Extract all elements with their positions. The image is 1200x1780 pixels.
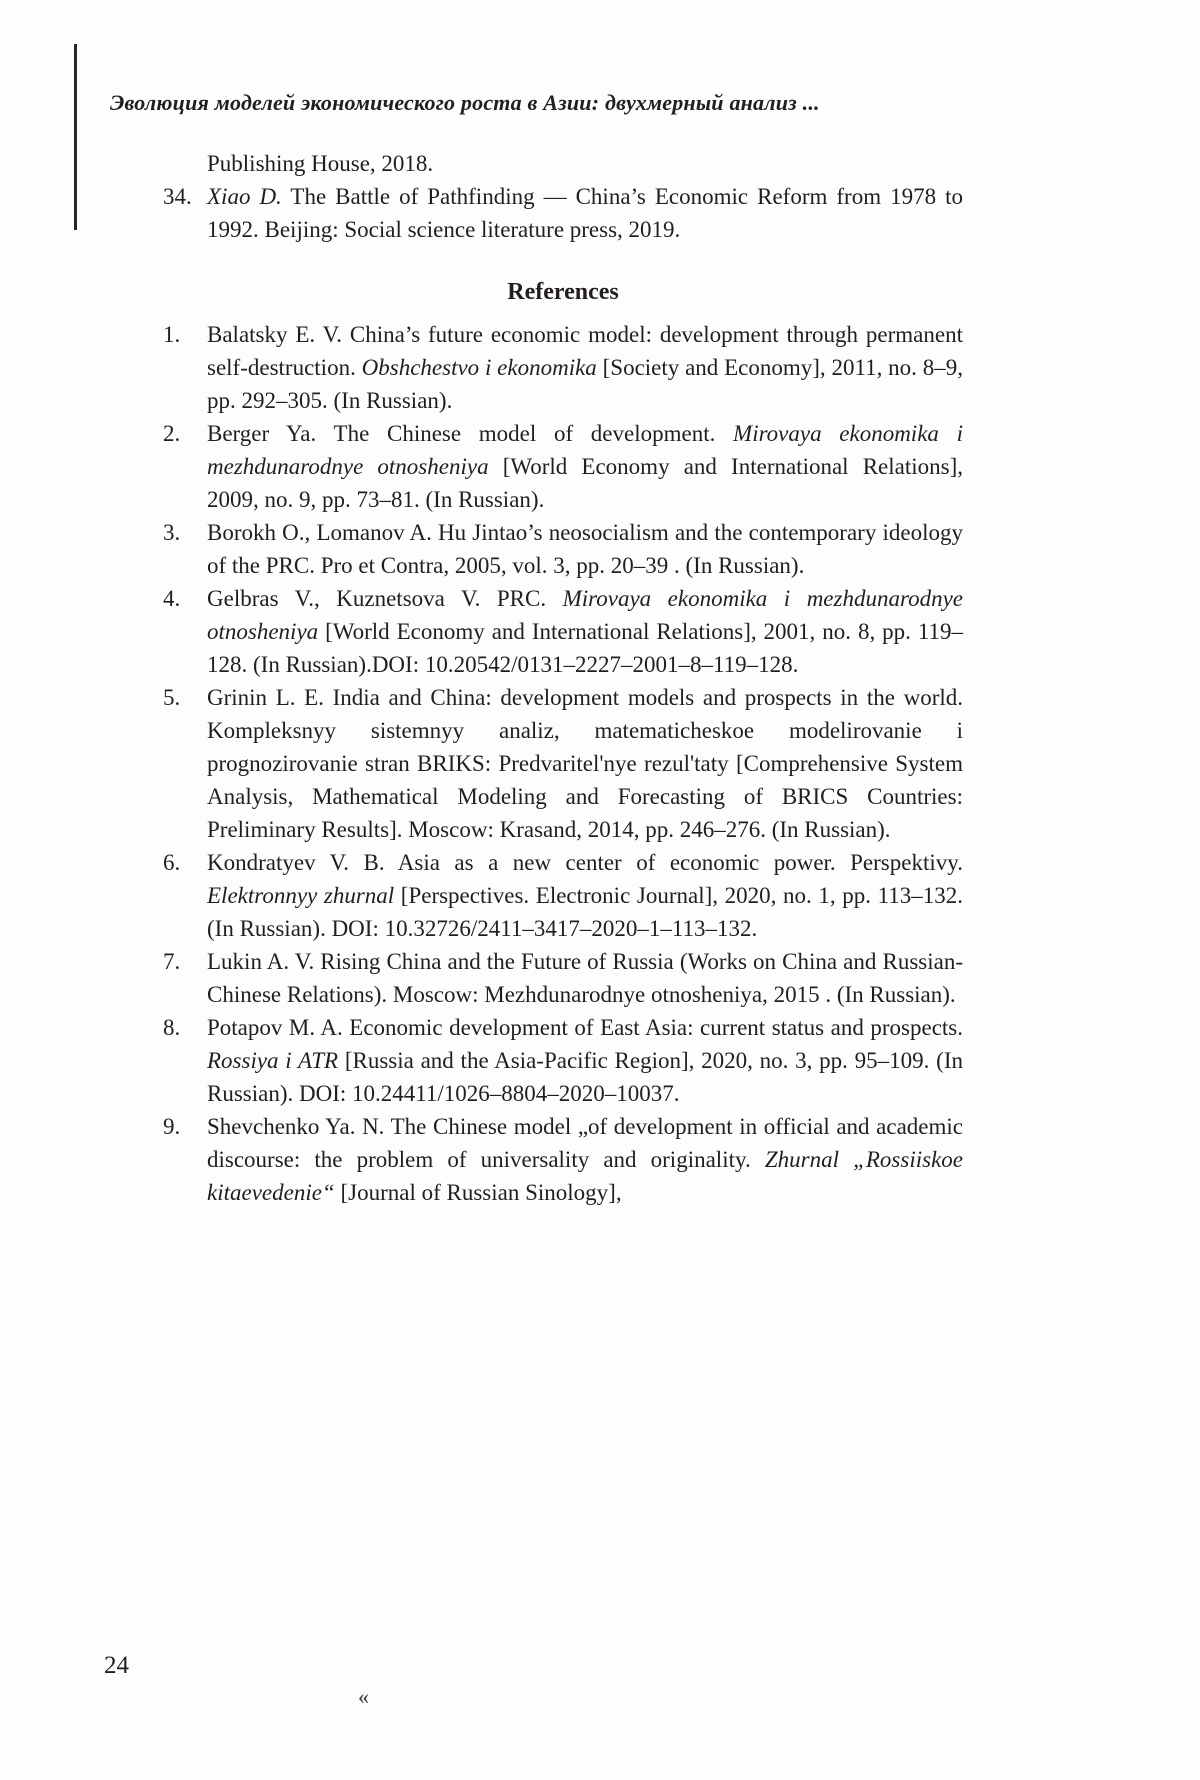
reference-text: Grinin L. E. India and China: development models and prospects in the world. Kompleksnyy sistemnyy analiz, matematicheskoe modelirovanie i prognozirovanie stran BRIKS: Predvaritel'nye rezul'taty [Comprehensive System Analysis, Mathematical Modeling and Forecasting of BRICS Countries: Preliminary Results]. Moscow: Krasand, 2014, pp. 246–276. (In Russian).: [207, 685, 963, 842]
reference-number: 1.: [163, 322, 181, 347]
reference-item: [163, 945, 963, 1011]
reference-number: 7.: [163, 949, 181, 974]
references-heading: References: [507, 279, 619, 305]
reference-item: [163, 417, 963, 516]
reference-continuation-line: Publishing House, 2018.: [207, 151, 434, 176]
footer-guillemet-mark: «: [358, 1684, 369, 1709]
reference-number: 9.: [163, 1114, 181, 1139]
reference-text: Gelbras V., Kuznetsova V. PRC. Mirovaya ekonomika i mezhdunarodnye otnosheniya [World Economy and International Relations], 2001, no. 8, pp. 119–128. (In Russian).DOI: 10.20542/0131–2227–2001–8–119–128.: [207, 586, 963, 677]
reference-text: Kondratyev V. B. Asia as a new center of economic power. Perspektivy. Elektronnyy zhurnal [Perspectives. Electronic Journal], 2020, no. 1, pp. 113–132. (In Russian). DOI: 10.32726/2411–3417–2020–1–113–132.: [207, 850, 963, 941]
reference-number: 2.: [163, 421, 181, 446]
reference-text: Potapov M. A. Economic development of East Asia: current status and prospects. Rossiya i ATR [Russia and the Asia-Pacific Region], 2020, no. 3, pp. 95–109. (In Russian). DOI: 10.24411/1026–8804–2020–10037.: [207, 1015, 963, 1106]
reference-item: [163, 681, 963, 846]
left-margin-rule: [74, 44, 77, 230]
reference-text: Shevchenko Ya. N. The Chinese model „of development in official and academic discourse: the problem of universality and originality. Zhurnal „Rossiiskoe kitaevedenie“ [Journal of Russian Sinology],: [207, 1114, 963, 1205]
reference-item: [163, 1110, 963, 1209]
reference-number: 3.: [163, 520, 181, 545]
reference-text: Lukin A. V. Rising China and the Future of Russia (Works on China and Russian-Chinese Relations). Moscow: Mezhdunarodnye otnosheniya, 2015 . (In Russian).: [207, 949, 963, 1007]
reference-number: 8.: [163, 1015, 181, 1040]
reference-number: 6.: [163, 850, 181, 875]
bibliography-tail-list: [163, 180, 963, 246]
reference-item: [163, 846, 963, 945]
reference-text: Borokh O., Lomanov A. Hu Jintao’s neosocialism and the contemporary ideology of the PRC. Pro et Contra, 2005, vol. 3, pp. 20–39 . (In Russian).: [207, 520, 963, 578]
reference-number: 34.: [163, 184, 192, 209]
reference-text: Berger Ya. The Chinese model of development. Mirovaya ekonomika i mezhdunarodnye otnosheniya [World Economy and International Relations], 2009, no. 9, pp. 73–81. (In Russian).: [207, 421, 963, 512]
running-header-title: Эволюция моделей экономического роста в Азии: двухмерный анализ ...: [110, 90, 820, 115]
reference-number: 4.: [163, 586, 181, 611]
page-content: [163, 147, 963, 1209]
reference-text: Balatsky E. V. China’s future economic model: development through permanent self-destruction. Obshchestvo i ekonomika [Society and Economy], 2011, no. 8–9, pp. 292–305. (In Russian).: [207, 322, 963, 413]
reference-item: [163, 582, 963, 681]
page-number: 24: [104, 1652, 129, 1679]
reference-item: [163, 318, 963, 417]
references-list: [163, 318, 963, 1209]
reference-item: [163, 180, 963, 246]
reference-item: [163, 516, 963, 582]
reference-text: Xiao D. The Battle of Pathfinding — China’s Economic Reform from 1978 to 1992. Beijing: Social science literature press, 2019.: [207, 184, 963, 242]
reference-item: [163, 1011, 963, 1110]
reference-number: 5.: [163, 685, 181, 710]
